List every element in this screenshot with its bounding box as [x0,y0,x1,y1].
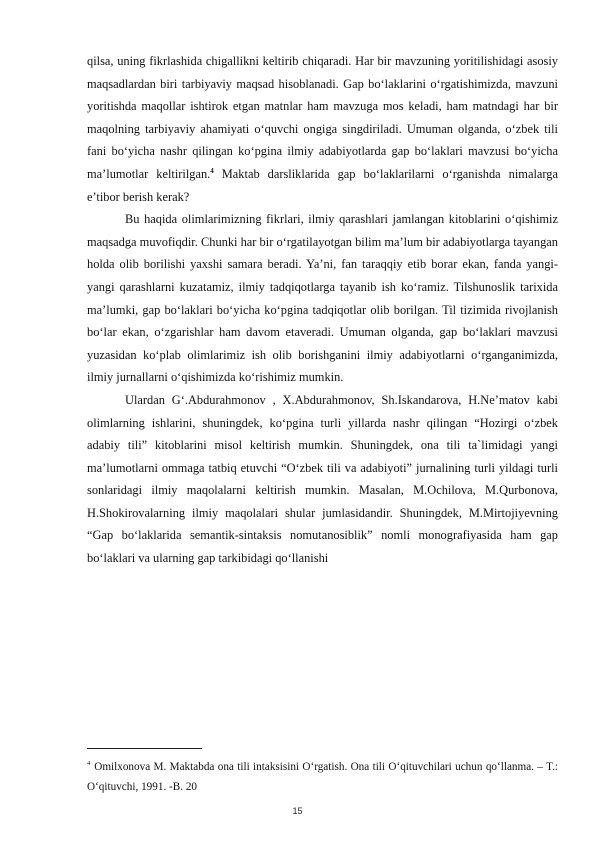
paragraph-1 [87,50,558,208]
footnote-separator [87,748,202,749]
page-body [87,50,558,570]
footnote [87,757,558,797]
paragraph-1-text-continued: Maktab darsliklarida gap bo‘laklarilarni o‘rganishda nimalarga e’tibor berish kerak? [87,166,558,204]
paragraph-1-text: qilsa, uning fikrlashida chigallikni keltirib chiqaradi. Har bir mavzuning yoritilishidagi asosiy maqsadlardan biri tarbiyaviy maqsad hisoblanadi. Gap bo‘laklarini o‘rgatishimizda, mavzuni yoritishda maqollar ishtirok etgan matnlar ham mavzuga mos keladi, ham matndagi har bir maqolning tarbiyaviy ahamiyati o‘quvchi ongiga singdiriladi. Umuman olganda, o‘zbek tili fani bo‘yicha nashr qilingan ko‘pgina ilmiy adabiyotlarda gap bo‘laklari mavzusi bo‘yicha ma’lumotlar keltirilgan. [87,54,558,181]
paragraph-2: Bu haqida olimlarimizning fikrlari, ilmiy qarashlari jamlangan kitoblarini o‘qishimiz maqsadga muvofiqdir. Chunki har bir o‘rgatilayotgan bilim ma’lum bir adabiyotlarga tayangan holda olib borilishi yaxshi samara beradi. Ya’ni, fan taraqqiy etib borar ekan, fanda yangi-yangi qarashlarni kuzatamiz, ilmiy tadqiqotlarga tayanib ish ko‘ramiz. Tilshunoslik tarixida ma’lumki, gap bo‘laklari bo‘yicha ko‘pgina tadqiqotlar olib borilgan. Til tizimida rivojlanish bo‘lar ekan, o‘zgarishlar ham davom etaveradi. Umuman olganda, gap bo‘laklari mavzusi yuzasidan ko‘plab olimlarimiz ish olib borishganini ilmiy adabiyotlarni o‘rganganimizda, ilmiy jurnallarni o‘qishimizda ko‘rishimiz mumkin. [87,212,558,385]
footnote-marker: 4 [87,760,91,768]
footnote-text: Omilxonova M. Maktabda ona tili intaksisini O‘rgatish. Ona tili O‘qituvchilari uchun qo‘llanma. – T.: O‘qituvchi, 1991. -B. 20 [87,761,558,793]
paragraph-3: Ulardan G‘.Abdurahmonov , X.Abdurahmonov, Sh.Iskandarova, H.Ne’matov kabi olimlarning ishlarini, shuningdek, ko‘pgina turli yillarda nashr qilingan “Hozirgi o‘zbek adabiy tili” kitoblarini misol keltirish mumkin. Shuningdek, ona tili ta`limidagi yangi ma’lumotlarni ommaga tatbiq etuvchi “O‘zbek tili va adabiyoti” jurnalining turli yildagi turli sonlaridagi ilmiy maqolalarni keltirish mumkin. Masalan, M.Ochilova, M.Qurbonova, H.Shokirovalarning ilmiy maqolalari shular jumlasidandir. Shuningdek, M.Mirtojiyevning “Gap bo‘laklarida semantik-sintaksis nomutanosiblik” nomli monografiyasida ham gap bo‘laklari va ularning gap tarkibidagi qo‘llanishi [87,392,558,566]
footnote-reference[interactable]: 4 [210,166,214,175]
page-number: 15 [292,806,303,816]
